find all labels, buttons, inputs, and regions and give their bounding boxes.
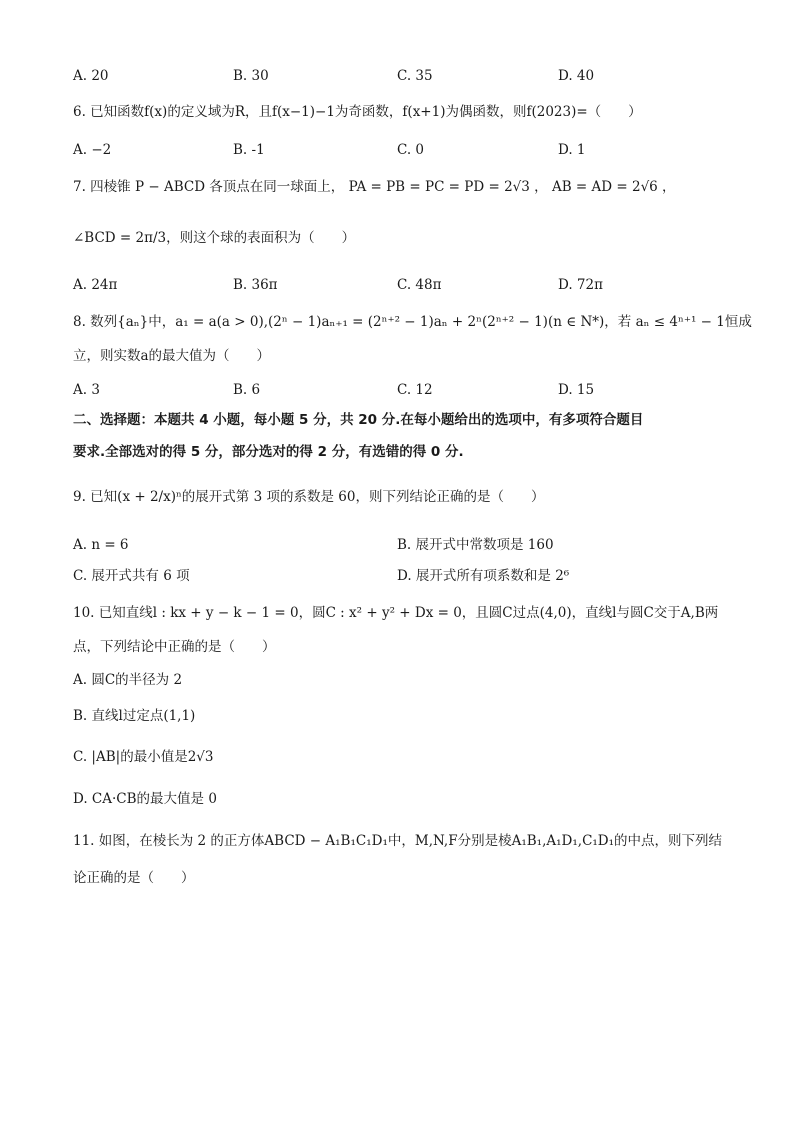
q9-option-a: A. n = 6 <box>73 537 129 553</box>
q5-option-b: B. 30 <box>233 68 269 84</box>
q6-option-d: D. 1 <box>558 142 586 158</box>
q10-option-d: D. CA·CB的最大值是 0 <box>73 791 217 807</box>
q8-stem-line2: 立，则实数a的最大值为（ ） <box>73 348 271 364</box>
q6-option-c: C. 0 <box>397 142 425 158</box>
q7-option-c: C. 48π <box>397 277 442 293</box>
q7-option-d: D. 72π <box>558 277 603 293</box>
q7-option-a: A. 24π <box>73 277 118 293</box>
q8-option-b: B. 6 <box>233 382 261 398</box>
q9-stem: 9. 已知(x + 2/x)ⁿ的展开式第 3 项的系数是 60，则下列结论正确的是（ ） <box>73 489 545 505</box>
q9-option-b: B. 展开式中常数项是 160 <box>397 537 554 553</box>
q7-option-b: B. 36π <box>233 277 278 293</box>
q7-stem-line2: ∠BCD = 2π/3，则这个球的表面积为（ ） <box>73 230 356 246</box>
q7-stem-line1: 7. 四棱锥 P − ABCD 各顶点在同一球面上， PA = PB = PC = PD = 2√3 ， AB = AD = 2√6 ， <box>73 179 676 195</box>
q10-stem-line2: 点，下列结论中正确的是（ ） <box>73 639 276 655</box>
q11-stem-line1: 11. 如图，在棱长为 2 的正方体ABCD − A₁B₁C₁D₁中，M,N,F分别是棱A₁B₁,A₁D₁,C₁D₁的中点，则下列结 <box>73 833 723 849</box>
q5-option-a: A. 20 <box>73 68 109 84</box>
q11-stem-line2: 论正确的是（ ） <box>73 870 195 886</box>
q8-option-d: D. 15 <box>558 382 595 398</box>
q10-option-c: C. |AB|的最小值是2√3 <box>73 749 214 765</box>
section2-heading-line1: 二、选择题：本题共 4 小题，每小题 5 分，共 20 分.在每小题给出的选项中，有多项符合题目 <box>73 412 644 428</box>
q10-option-a: A. 圆C的半径为 2 <box>73 672 183 688</box>
q8-option-c: C. 12 <box>397 382 433 398</box>
q5-option-c: C. 35 <box>397 68 433 84</box>
q8-stem-line1: 8. 数列{aₙ}中，a₁ = a(a > 0),(2ⁿ − 1)aₙ₊₁ = (2ⁿ⁺² − 1)aₙ + 2ⁿ(2ⁿ⁺² − 1)(n ∈ N*)，若 aₙ ≤ 4ⁿ⁺¹ − 1恒成 <box>73 314 752 330</box>
q10-option-b: B. 直线l过定点(1,1) <box>73 708 196 724</box>
q6-stem: 6. 已知函数f(x)的定义域为R，且f(x−1)−1为奇函数，f(x+1)为偶函数，则f(2023)=（ ） <box>73 104 642 120</box>
section2-heading-line2: 要求.全部选对的得 5 分，部分选对的得 2 分，有选错的得 0 分. <box>73 444 464 460</box>
q6-option-a: A. −2 <box>73 142 112 158</box>
q9-option-d: D. 展开式所有项系数和是 2⁶ <box>397 568 570 584</box>
q9-option-c: C. 展开式共有 6 项 <box>73 568 190 584</box>
q10-stem-line1: 10. 已知直线l : kx + y − k − 1 = 0，圆C : x² + y² + Dx = 0，且圆C过点(4,0)，直线l与圆C交于A,B两 <box>73 605 719 621</box>
q6-option-b: B. -1 <box>233 142 265 158</box>
q8-option-a: A. 3 <box>73 382 100 398</box>
q5-option-d: D. 40 <box>558 68 595 84</box>
